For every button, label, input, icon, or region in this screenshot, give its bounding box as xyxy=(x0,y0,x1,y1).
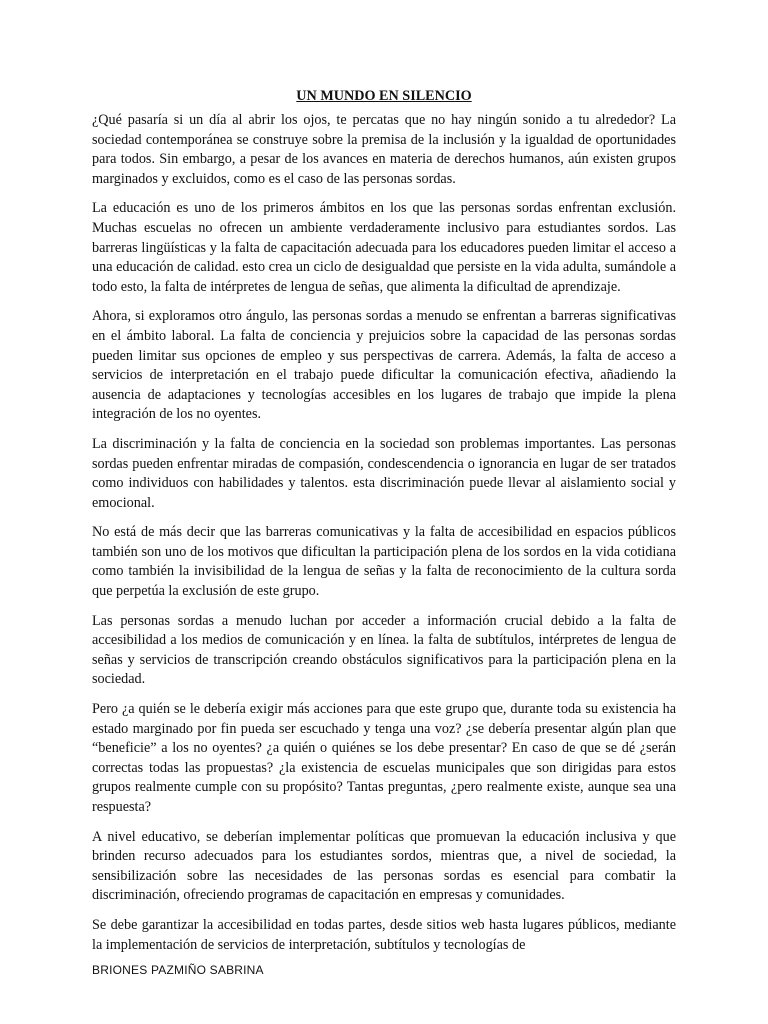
document-title: UN MUNDO EN SILENCIO xyxy=(296,88,472,104)
document-body xyxy=(92,86,676,965)
footer-author: BRIONES PAZMIÑO SABRINA xyxy=(92,963,264,977)
paragraph-5: No está de más decir que las barreras comunicativas y la falta de accesibilidad en espacios públicos también son uno de los motivos que dificultan la participación plena de los sordos en la vida cotidiana como también la invisibilidad de la lengua de señas y la falta de reconocimiento de la cultura sorda que perpetúa la exclusión de este grupo. xyxy=(92,524,676,600)
paragraph-6: Las personas sordas a menudo luchan por acceder a información crucial debido a la falta de accesibilidad a los medios de comunicación y en línea. la falta de subtítulos, intérpretes de lengua de señas y servicios de transcripción creando obstáculos significativos para la participación plena en la sociedad. xyxy=(92,612,676,688)
paragraph-7: Pero ¿a quién se le debería exigir más acciones para que este grupo que, durante toda su existencia ha estado marginado por fin pueda ser escuchado y tenga una voz? ¿se debería presentar algún plan que “beneficie” a los no oyentes? ¿a quién o quiénes se los debe presentar? En caso de que se dé ¿serán correctas todas las propuestas? ¿la existencia de escuelas municipales que son dirigidas para estos grupos realmente cumple con su propósito? Tantas preguntas, ¿pero realmente existe, aunque sea una respuesta? xyxy=(92,701,676,815)
paragraph-9: Se debe garantizar la accesibilidad en todas partes, desde sitios web hasta lugares públicos, mediante la implementación de servicios de interpretación, subtítulos y tecnologías de xyxy=(92,916,676,953)
paragraph-8: A nivel educativo, se deberían implementar políticas que promuevan la educación inclusiva y que brinden recurso adecuados para los estudiantes sordos, mientras que, a nivel de sociedad, la sensibilización sobre las necesidades de las personas sordas es esencial para combatir la discriminación, ofreciendo programas de capacitación en empresas y comunidades. xyxy=(92,828,676,904)
paragraph-4: La discriminación y la falta de conciencia en la sociedad son problemas importantes. Las personas sordas pueden enfrentar miradas de compasión, condescendencia o ignorancia en lugar de ser tratados como individuos con habilidades y talentos. esta discriminación puede llevar al aislamiento social y emocional. xyxy=(92,435,676,511)
paragraph-2: La educación es uno de los primeros ámbitos en los que las personas sordas enfrentan exclusión. Muchas escuelas no ofrecen un ambiente verdaderamente inclusivo para estudiantes sordos. Las barreras lingüísticas y la falta de capacitación adecuada para los educadores pueden limitar el acceso a una educación de calidad. esto crea un ciclo de desigualdad que persiste en la vida adulta, sumándole a todo esto, la falta de intérpretes de lengua de señas, que alimenta la dificultad de aprendizaje. xyxy=(92,200,676,295)
paragraph-3: Ahora, si exploramos otro ángulo, las personas sordas a menudo se enfrentan a barreras significativas en el ámbito laboral. La falta de conciencia y prejuicios sobre la capacidad de las personas sordas pueden limitar sus opciones de empleo y sus perspectivas de carrera. Además, la falta de acceso a servicios de interpretación en el trabajo puede dificultar la comunicación efectiva, añadiendo la ausencia de adaptaciones y tecnologías accesibles en los lugares de trabajo que impide la plena integración de los no oyentes. xyxy=(92,308,676,423)
paragraph-1: ¿Qué pasaría si un día al abrir los ojos, te percatas que no hay ningún sonido a tu alrededor? La sociedad contemporánea se construye sobre la premisa de la inclusión y la igualdad de oportunidades para todos. Sin embargo, a pesar de los avances en materia de derechos humanos, aún existen grupos marginados y excluidos, como es el caso de las personas sordas. xyxy=(92,112,676,187)
